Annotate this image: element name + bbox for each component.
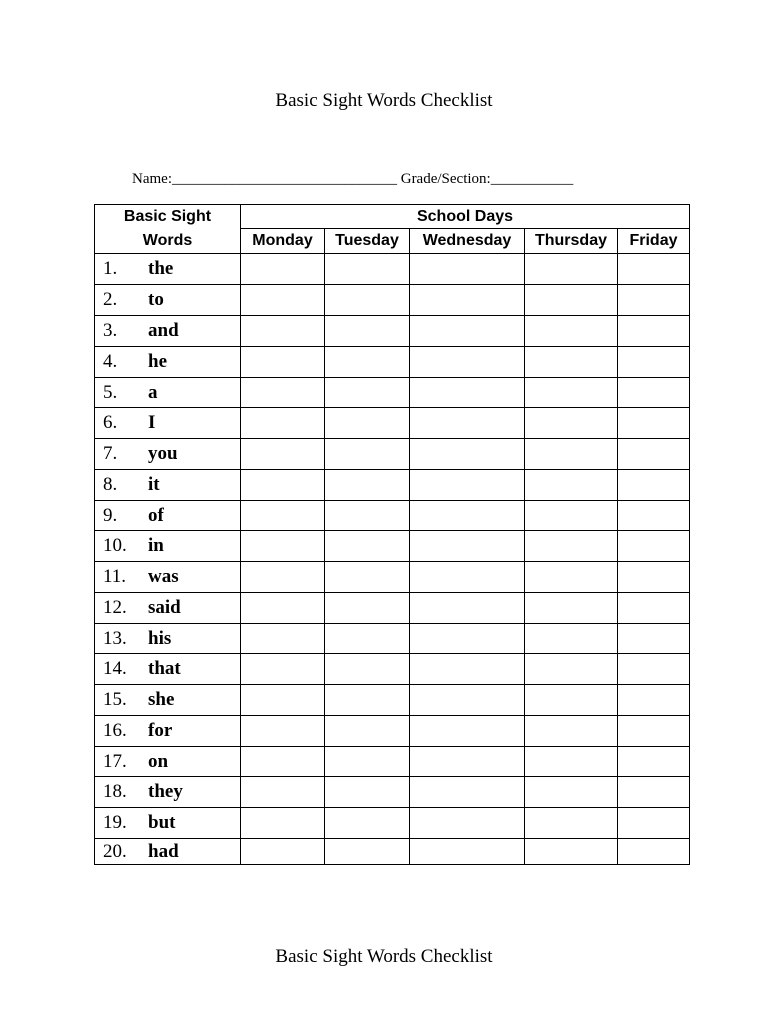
school-days-header: School Days xyxy=(241,205,690,229)
check-cell-wednesday[interactable] xyxy=(410,316,525,347)
sight-word: the xyxy=(148,258,174,279)
check-cell-friday[interactable] xyxy=(618,654,690,685)
check-cell-wednesday[interactable] xyxy=(410,531,525,562)
grade-section-label: Grade/Section: xyxy=(400,171,491,187)
sight-word: was xyxy=(148,566,179,587)
sight-word: and xyxy=(148,320,179,341)
check-cell-monday[interactable] xyxy=(241,254,325,285)
check-cell-thursday[interactable] xyxy=(525,408,618,439)
check-cell-tuesday[interactable] xyxy=(325,470,410,501)
check-cell-wednesday[interactable] xyxy=(410,747,525,777)
day-header-monday: Monday xyxy=(241,229,325,254)
table-row xyxy=(95,439,690,470)
check-cell-friday[interactable] xyxy=(618,408,690,439)
check-cell-tuesday[interactable] xyxy=(325,685,410,716)
check-cell-tuesday[interactable] xyxy=(325,654,410,685)
row-number: 13. xyxy=(103,627,127,649)
check-cell-monday[interactable] xyxy=(241,316,325,347)
check-cell-friday[interactable] xyxy=(618,685,690,716)
table-row xyxy=(95,593,690,624)
check-cell-thursday[interactable] xyxy=(525,378,618,408)
sight-word: that xyxy=(148,658,181,679)
check-cell-tuesday[interactable] xyxy=(325,808,410,839)
check-cell-thursday[interactable] xyxy=(525,285,618,316)
check-cell-friday[interactable] xyxy=(618,747,690,777)
check-cell-monday[interactable] xyxy=(241,378,325,408)
check-cell-monday[interactable] xyxy=(241,654,325,685)
check-cell-monday[interactable] xyxy=(241,777,325,808)
table-row xyxy=(95,747,690,777)
sight-word: had xyxy=(148,840,179,862)
check-cell-monday[interactable] xyxy=(241,747,325,777)
check-cell-friday[interactable] xyxy=(618,254,690,285)
sight-word-cell xyxy=(95,531,241,562)
sight-word: said xyxy=(148,597,181,618)
sight-word-cell xyxy=(95,285,241,316)
check-cell-tuesday[interactable] xyxy=(325,316,410,347)
check-cell-wednesday[interactable] xyxy=(410,562,525,593)
sight-word-cell xyxy=(95,501,241,531)
row-number: 12. xyxy=(103,597,127,618)
sight-word: but xyxy=(148,812,176,833)
check-cell-friday[interactable] xyxy=(618,531,690,562)
sight-word: I xyxy=(148,412,156,433)
check-cell-monday[interactable] xyxy=(241,593,325,624)
check-cell-tuesday[interactable] xyxy=(325,593,410,624)
check-cell-wednesday[interactable] xyxy=(410,777,525,808)
sight-word: in xyxy=(148,535,164,556)
check-cell-monday[interactable] xyxy=(241,716,325,747)
check-cell-wednesday[interactable] xyxy=(410,254,525,285)
row-number: 2. xyxy=(103,289,118,310)
sight-word: to xyxy=(148,289,164,310)
table-row xyxy=(95,624,690,654)
check-cell-thursday[interactable] xyxy=(525,624,618,654)
table-row xyxy=(95,408,690,439)
sight-word-cell xyxy=(95,408,241,439)
sight-word-cell xyxy=(95,378,241,408)
check-cell-friday[interactable] xyxy=(618,839,690,865)
sight-word: his xyxy=(148,627,172,649)
check-cell-thursday[interactable] xyxy=(525,654,618,685)
row-number: 1. xyxy=(103,258,118,279)
sight-word-cell xyxy=(95,470,241,501)
check-cell-thursday[interactable] xyxy=(525,685,618,716)
check-cell-tuesday[interactable] xyxy=(325,285,410,316)
row-number: 8. xyxy=(103,474,118,495)
check-cell-monday[interactable] xyxy=(241,624,325,654)
table-row xyxy=(95,685,690,716)
check-cell-thursday[interactable] xyxy=(525,716,618,747)
table-row xyxy=(95,562,690,593)
check-cell-wednesday[interactable] xyxy=(410,285,525,316)
row-number: 6. xyxy=(103,412,118,433)
table-row xyxy=(95,347,690,378)
check-cell-friday[interactable] xyxy=(618,562,690,593)
table-row xyxy=(95,654,690,685)
check-cell-monday[interactable] xyxy=(241,470,325,501)
grade-section-field[interactable]: ___________ xyxy=(490,171,574,187)
checklist-table xyxy=(94,204,690,865)
row-number: 14. xyxy=(103,658,127,679)
check-cell-monday[interactable] xyxy=(241,408,325,439)
check-cell-tuesday[interactable] xyxy=(325,624,410,654)
sight-word-cell xyxy=(95,808,241,839)
check-cell-wednesday[interactable] xyxy=(410,654,525,685)
day-header-friday: Friday xyxy=(618,229,690,254)
table-row xyxy=(95,501,690,531)
check-cell-thursday[interactable] xyxy=(525,439,618,470)
row-number: 7. xyxy=(103,443,118,464)
check-cell-monday[interactable] xyxy=(241,531,325,562)
sight-word-cell xyxy=(95,562,241,593)
word-column-header: Basic Sight Words xyxy=(95,205,241,254)
check-cell-friday[interactable] xyxy=(618,470,690,501)
sight-word: for xyxy=(148,720,173,741)
table-row xyxy=(95,254,690,285)
check-cell-friday[interactable] xyxy=(618,716,690,747)
table-row xyxy=(95,839,690,865)
sight-word-cell xyxy=(95,777,241,808)
check-cell-friday[interactable] xyxy=(618,777,690,808)
check-cell-thursday[interactable] xyxy=(525,347,618,378)
name-grade-line xyxy=(132,171,573,188)
sight-word-cell xyxy=(95,347,241,378)
row-number: 10. xyxy=(103,535,127,556)
row-number: 17. xyxy=(103,750,127,772)
check-cell-tuesday[interactable] xyxy=(325,747,410,777)
sight-word: it xyxy=(148,474,160,495)
check-cell-thursday[interactable] xyxy=(525,531,618,562)
row-number: 9. xyxy=(103,504,118,526)
table-row xyxy=(95,531,690,562)
check-cell-wednesday[interactable] xyxy=(410,470,525,501)
check-cell-thursday[interactable] xyxy=(525,747,618,777)
footer-title: Basic Sight Words Checklist xyxy=(275,946,493,967)
name-field[interactable]: ______________________________ xyxy=(171,171,397,187)
check-cell-tuesday[interactable] xyxy=(325,439,410,470)
sight-word: he xyxy=(148,351,167,372)
sight-word-cell xyxy=(95,254,241,285)
sight-word-cell xyxy=(95,685,241,716)
row-number: 19. xyxy=(103,812,127,833)
sight-word: they xyxy=(148,781,183,802)
sight-word-cell xyxy=(95,654,241,685)
check-cell-thursday[interactable] xyxy=(525,777,618,808)
check-cell-friday[interactable] xyxy=(618,316,690,347)
check-cell-wednesday[interactable] xyxy=(410,808,525,839)
sight-word-cell xyxy=(95,839,241,865)
check-cell-tuesday[interactable] xyxy=(325,408,410,439)
check-cell-wednesday[interactable] xyxy=(410,378,525,408)
row-number: 18. xyxy=(103,781,127,802)
check-cell-wednesday[interactable] xyxy=(410,439,525,470)
check-cell-thursday[interactable] xyxy=(525,808,618,839)
check-cell-tuesday[interactable] xyxy=(325,347,410,378)
check-cell-monday[interactable] xyxy=(241,808,325,839)
table-row xyxy=(95,470,690,501)
check-cell-monday[interactable] xyxy=(241,685,325,716)
check-cell-monday[interactable] xyxy=(241,285,325,316)
sight-word-cell xyxy=(95,316,241,347)
row-number: 20. xyxy=(103,840,127,862)
day-header-thursday: Thursday xyxy=(525,229,618,254)
check-cell-tuesday[interactable] xyxy=(325,531,410,562)
check-cell-wednesday[interactable] xyxy=(410,408,525,439)
sight-word: of xyxy=(148,504,164,526)
check-cell-friday[interactable] xyxy=(618,378,690,408)
check-cell-thursday[interactable] xyxy=(525,839,618,865)
sight-word: a xyxy=(148,381,158,403)
sight-word: she xyxy=(148,689,175,710)
table-row xyxy=(95,716,690,747)
check-cell-tuesday[interactable] xyxy=(325,254,410,285)
check-cell-friday[interactable] xyxy=(618,808,690,839)
check-cell-wednesday[interactable] xyxy=(410,839,525,865)
check-cell-monday[interactable] xyxy=(241,501,325,531)
table-row xyxy=(95,378,690,408)
check-cell-tuesday[interactable] xyxy=(325,716,410,747)
table-row xyxy=(95,808,690,839)
check-cell-thursday[interactable] xyxy=(525,501,618,531)
sight-word-cell xyxy=(95,716,241,747)
check-cell-wednesday[interactable] xyxy=(410,593,525,624)
table-row xyxy=(95,285,690,316)
day-header-tuesday: Tuesday xyxy=(325,229,410,254)
sight-word-cell xyxy=(95,439,241,470)
check-cell-friday[interactable] xyxy=(618,501,690,531)
check-cell-friday[interactable] xyxy=(618,347,690,378)
check-cell-monday[interactable] xyxy=(241,839,325,865)
row-number: 11. xyxy=(103,566,127,587)
check-cell-monday[interactable] xyxy=(241,439,325,470)
check-cell-thursday[interactable] xyxy=(525,593,618,624)
check-cell-thursday[interactable] xyxy=(525,470,618,501)
check-cell-friday[interactable] xyxy=(618,593,690,624)
sight-word: you xyxy=(148,443,178,464)
row-number: 3. xyxy=(103,320,118,341)
check-cell-monday[interactable] xyxy=(241,347,325,378)
check-cell-wednesday[interactable] xyxy=(410,501,525,531)
table-row xyxy=(95,777,690,808)
check-cell-monday[interactable] xyxy=(241,562,325,593)
check-cell-friday[interactable] xyxy=(618,285,690,316)
check-cell-thursday[interactable] xyxy=(525,316,618,347)
sight-word: on xyxy=(148,750,169,772)
check-cell-friday[interactable] xyxy=(618,624,690,654)
check-cell-wednesday[interactable] xyxy=(410,624,525,654)
sight-word-cell xyxy=(95,624,241,654)
check-cell-tuesday[interactable] xyxy=(325,562,410,593)
page-title: Basic Sight Words Checklist xyxy=(275,90,493,111)
check-cell-tuesday[interactable] xyxy=(325,501,410,531)
check-cell-tuesday[interactable] xyxy=(325,839,410,865)
check-cell-wednesday[interactable] xyxy=(410,685,525,716)
check-cell-tuesday[interactable] xyxy=(325,777,410,808)
check-cell-tuesday[interactable] xyxy=(325,378,410,408)
check-cell-wednesday[interactable] xyxy=(410,716,525,747)
day-header-wednesday: Wednesday xyxy=(410,229,525,254)
name-label: Name: xyxy=(132,171,172,187)
check-cell-thursday[interactable] xyxy=(525,254,618,285)
row-number: 15. xyxy=(103,689,127,710)
sight-word-cell xyxy=(95,747,241,777)
check-cell-friday[interactable] xyxy=(618,439,690,470)
check-cell-wednesday[interactable] xyxy=(410,347,525,378)
row-number: 4. xyxy=(103,351,118,372)
row-number: 16. xyxy=(103,720,127,741)
check-cell-thursday[interactable] xyxy=(525,562,618,593)
table-row xyxy=(95,316,690,347)
sight-word-cell xyxy=(95,593,241,624)
row-number: 5. xyxy=(103,381,118,403)
